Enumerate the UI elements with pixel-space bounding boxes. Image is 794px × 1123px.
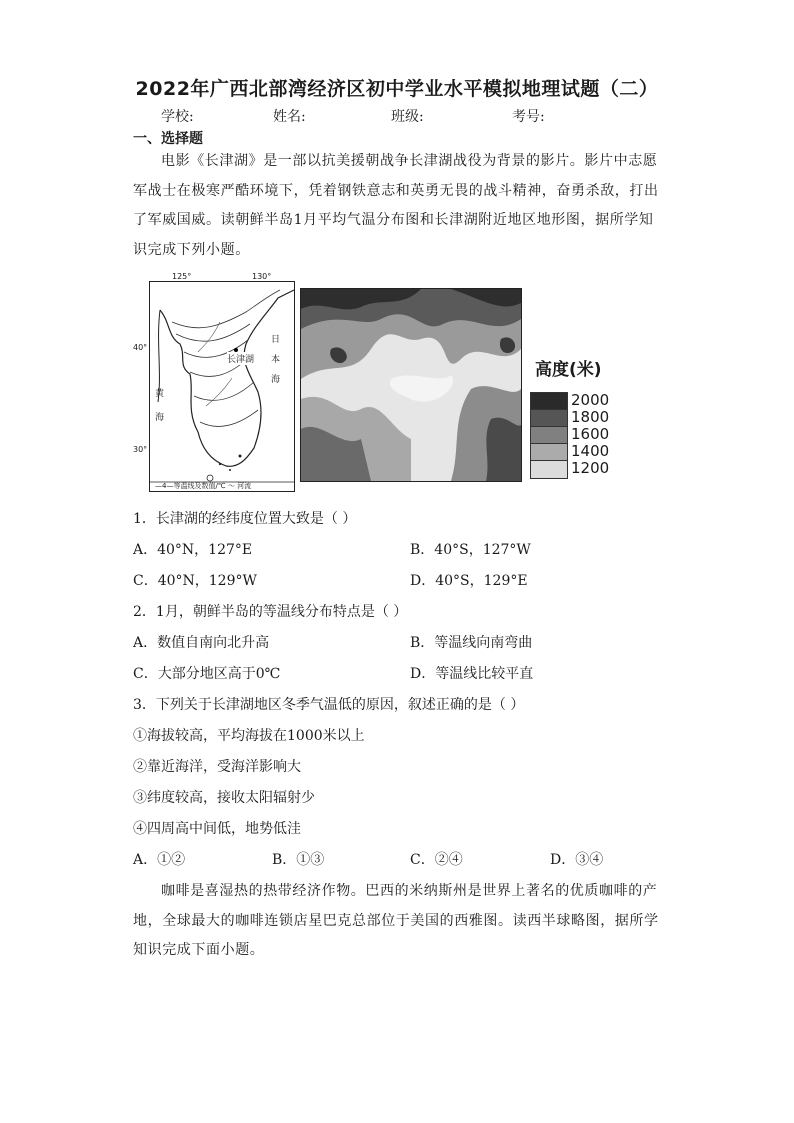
q3-statement-4: ④四周高中间低，地势低洼 bbox=[133, 821, 301, 837]
map-legend: —4—等温线及数值/℃ ～ 河流 bbox=[155, 482, 252, 490]
q3-option-b[interactable]: B．①③ bbox=[272, 852, 325, 868]
changjin-relief-map bbox=[300, 288, 522, 482]
q3-option-d[interactable]: D．③④ bbox=[550, 852, 604, 868]
q1-option-a[interactable]: A．40°N，127°E bbox=[133, 542, 253, 558]
q2-option-d[interactable]: D．等温线比较平直 bbox=[410, 666, 534, 682]
yellow-sea-label: 黄海 bbox=[155, 389, 165, 423]
question-3: 3．下列关于长津湖地区冬季气温低的原因，叙述正确的是（ ） bbox=[133, 697, 525, 713]
legend-label-1600: 1600 bbox=[571, 425, 610, 443]
altitude-legend-title: 高度(米) bbox=[535, 360, 602, 380]
q1-option-d[interactable]: D．40°S，129°E bbox=[410, 573, 528, 589]
intro-paragraph-2: 咖啡是喜湿热的热带经济作物。巴西的米纳斯州是世界上著名的优质咖啡的产地，全球最大的咖啡连锁店星巴克总部位于美国的西雅图。读西半球略图，据所学知识完成下面小题。 bbox=[133, 883, 659, 958]
name-label: 姓名: bbox=[273, 109, 306, 125]
question-2: 2．1月，朝鲜半岛的等温线分布特点是（ ） bbox=[133, 604, 408, 620]
q2-option-c[interactable]: C．大部分地区高于0℃ bbox=[133, 666, 281, 682]
relief-drawing bbox=[301, 289, 521, 481]
q3-statement-2: ②靠近海洋，受海洋影响大 bbox=[133, 759, 301, 775]
q1-option-b[interactable]: B．40°S，127°W bbox=[410, 542, 531, 558]
exam-title: 2022年广西北部湾经济区初中学业水平模拟地理试题（二） bbox=[135, 78, 659, 100]
legend-swatch-1200 bbox=[530, 460, 568, 479]
latitude-30: 30° bbox=[133, 445, 148, 454]
q2-option-b[interactable]: B．等温线向南弯曲 bbox=[410, 635, 533, 651]
changjin-lake-label: 长津湖 bbox=[227, 352, 254, 365]
latitude-40: 40° bbox=[133, 343, 148, 352]
q2-option-a[interactable]: A．数值自南向北升高 bbox=[133, 635, 270, 651]
legend-label-1800: 1800 bbox=[571, 408, 610, 426]
class-label: 班级: bbox=[391, 109, 424, 125]
legend-label-1400: 1400 bbox=[571, 442, 610, 460]
intro-paragraph-1: 电影《长津湖》是一部以抗美援朝战争长津湖战役为背景的影片。影片中志愿军战士在极寒严酷环境下，凭着钢铁意志和英勇无畏的战斗精神，奋勇杀敌，打出了军威国威。读朝鲜半岛1月平均气温分布图和长津湖附近地区地形图，据所学知识完成下列小题。 bbox=[133, 153, 659, 258]
q3-option-c[interactable]: C．②④ bbox=[410, 852, 463, 868]
longitude-125: 125° bbox=[172, 272, 192, 281]
legend-label-2000: 2000 bbox=[571, 391, 610, 409]
question-1: 1．长津湖的经纬度位置大致是（ ） bbox=[133, 511, 357, 527]
exam-number-label: 考号: bbox=[512, 109, 545, 125]
q3-statement-1: ①海拔较高，平均海拔在1000米以上 bbox=[133, 728, 365, 744]
longitude-130: 130° bbox=[252, 272, 272, 281]
section-heading: 一、选择题 bbox=[133, 131, 203, 147]
q1-option-c[interactable]: C．40°N，129°W bbox=[133, 573, 257, 589]
q3-option-a[interactable]: A．①② bbox=[133, 852, 186, 868]
q3-statement-3: ③纬度较高，接收太阳辐射少 bbox=[133, 790, 315, 806]
legend-label-1200: 1200 bbox=[571, 459, 610, 477]
school-label: 学校: bbox=[161, 109, 194, 125]
sea-of-japan-label: 日本海 bbox=[271, 335, 281, 385]
